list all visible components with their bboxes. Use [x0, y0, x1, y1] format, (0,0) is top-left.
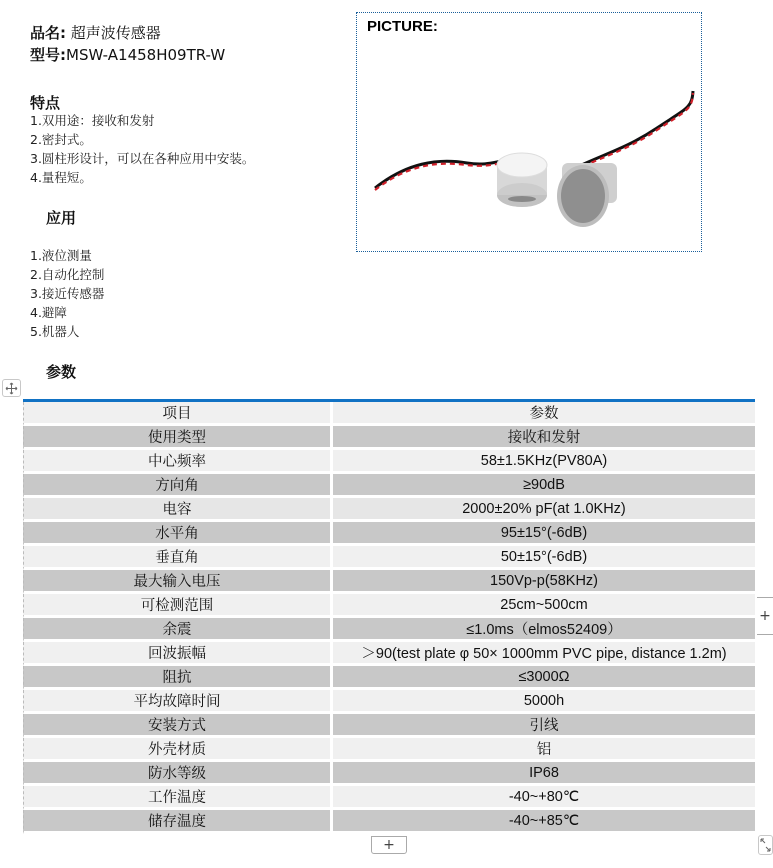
product-model-label: 型号: [30, 46, 66, 64]
param-value[interactable] [333, 498, 755, 522]
table-row [23, 714, 755, 738]
table-row [23, 786, 755, 810]
table-row [23, 450, 755, 474]
application-item: 1.液位测量 [30, 248, 92, 263]
table-row [23, 546, 755, 570]
param-value[interactable]: IP68 [333, 762, 755, 786]
param-value[interactable]: ≤3000Ω [333, 666, 755, 690]
param-name[interactable]: 电容 [23, 498, 333, 522]
param-value[interactable]: 5000h [333, 690, 755, 714]
param-name[interactable]: 工作温度 [23, 786, 333, 810]
table-row [23, 426, 755, 450]
applications-heading: 应用 [46, 209, 77, 227]
table-move-handle[interactable] [2, 379, 21, 397]
param-name[interactable]: 储存温度 [23, 810, 333, 834]
param-name[interactable]: 阻抗 [23, 666, 333, 690]
param-value[interactable]: 58±1.5KHz(PV80A) [333, 450, 755, 474]
param-name[interactable]: 安装方式 [23, 714, 333, 738]
feature-item: 3.圆柱形设计，可以在各种应用中安装。 [30, 151, 255, 166]
applications-list [30, 246, 104, 341]
table-row [23, 498, 755, 522]
param-name[interactable]: 回波振幅 [23, 642, 333, 666]
param-value[interactable]: ＞90(test plate φ 50× 1000mm PVC pipe, distance 1.2m) [333, 642, 755, 666]
table-resize-handle[interactable] [758, 835, 773, 855]
add-column-button[interactable]: + [757, 597, 773, 635]
param-name[interactable]: 中心频率 [23, 450, 333, 474]
param-name[interactable]: 平均故障时间 [23, 690, 333, 714]
param-value[interactable]: 接收和发射 [333, 426, 755, 450]
param-name[interactable]: 外壳材质 [23, 738, 333, 762]
add-row-button[interactable]: + [371, 836, 407, 854]
application-item: 2.自动化控制 [30, 267, 105, 282]
product-name-value: 超声波传感器 [70, 24, 161, 42]
param-name[interactable]: 可检测范围 [23, 594, 333, 618]
param-value[interactable]: ≤1.0ms（elmos52409） [333, 618, 755, 642]
features-heading: 特点 [30, 94, 61, 112]
capacitance-value: 2000±20% pF(at 1.0KHz) [462, 500, 626, 517]
param-name[interactable]: 水平角 [23, 522, 333, 546]
param-value[interactable]: -40~+85℃ [333, 810, 755, 834]
picture-label: PICTURE: [367, 18, 438, 35]
param-value[interactable]: -40~+80℃ [333, 786, 755, 810]
product-model-line [30, 44, 225, 66]
feature-item: 1.双用途：接收和发射 [30, 113, 155, 128]
param-value[interactable]: 95±15°(-6dB) [333, 522, 755, 546]
features-list [30, 111, 254, 187]
params-heading: 参数 [46, 363, 77, 381]
param-value[interactable]: 引线 [333, 714, 755, 738]
table-header-row [23, 402, 755, 426]
feature-item: 4.量程短。 [30, 170, 92, 185]
resize-icon [759, 836, 772, 854]
table-row [23, 690, 755, 714]
table-row [23, 738, 755, 762]
param-value[interactable]: 25cm~500cm [333, 594, 755, 618]
application-item: 5.机器人 [30, 324, 80, 339]
ultrasonic-sensor-image [357, 13, 701, 251]
param-name[interactable]: 垂直角 [23, 546, 333, 570]
feature-item: 2.密封式。 [30, 132, 92, 147]
product-name-line [30, 22, 161, 44]
param-name[interactable]: 使用类型 [23, 426, 333, 450]
header-value[interactable]: 参数 [333, 402, 755, 426]
param-name[interactable]: 最大输入电压 [23, 570, 333, 594]
table-row [23, 618, 755, 642]
param-name[interactable]: 防水等级 [23, 762, 333, 786]
product-name-label: 品名: [30, 24, 66, 42]
table-row [23, 522, 755, 546]
table-row [23, 570, 755, 594]
params-table [23, 399, 755, 834]
param-value[interactable]: 50±15°(-6dB) [333, 546, 755, 570]
move-icon [5, 382, 18, 395]
param-value[interactable]: 150Vp-p(58KHz) [333, 570, 755, 594]
param-value[interactable]: ≥90dB [333, 474, 755, 498]
param-name[interactable]: 方向角 [23, 474, 333, 498]
product-model-value: MSW-A1458H09TR-W [66, 46, 226, 64]
param-name[interactable]: 余震 [23, 618, 333, 642]
table-row [23, 474, 755, 498]
picture-frame[interactable] [356, 12, 702, 252]
table-row [23, 666, 755, 690]
header-item[interactable]: 项目 [23, 402, 333, 426]
application-item: 3.接近传感器 [30, 286, 105, 301]
param-value[interactable]: 铝 [333, 738, 755, 762]
application-item: 4.避障 [30, 305, 67, 320]
table-row [23, 642, 755, 666]
table-row [23, 810, 755, 834]
table-row [23, 594, 755, 618]
table-row [23, 762, 755, 786]
